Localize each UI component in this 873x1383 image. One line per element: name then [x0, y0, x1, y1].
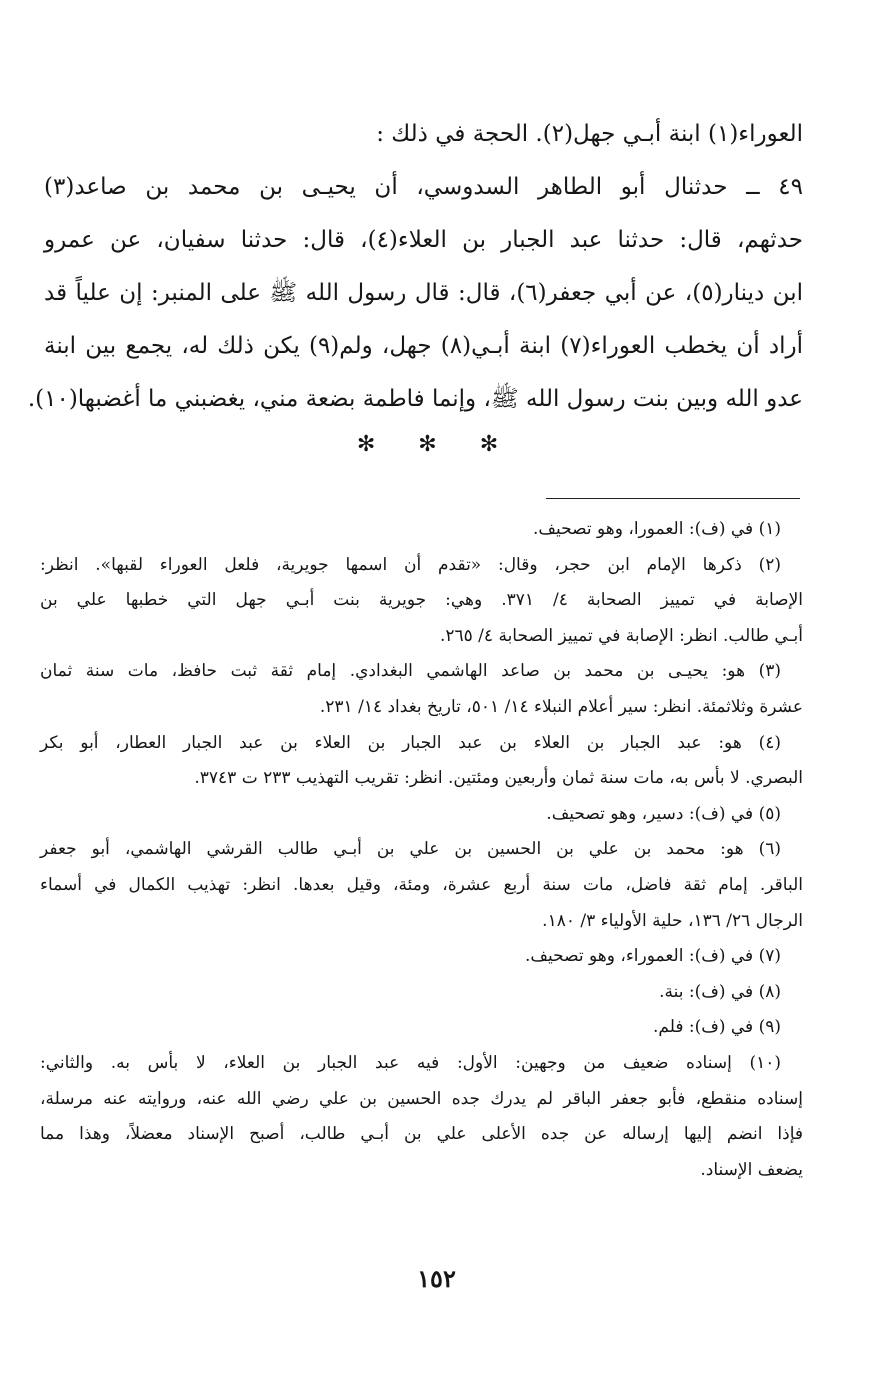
footnote-line: (٩) في (ف): فلم. — [652, 1017, 781, 1038]
footnote-line: الباقر. إمام ثقة فاضل، مات سنة أربع عشرة، ومئة، وقيل بعدها. انظر: تهذيب الكمال في أسماء — [40, 874, 803, 895]
page-number: ١٥٢ — [417, 1264, 456, 1293]
footnote-line: عشرة وثلاثمئة. انظر: سير أعلام النبلاء ١٤/ ٥٠١، تاريخ بغداد ١٤/ ٢٣١. — [319, 696, 803, 717]
main-line: العوراء(١) ابنة أبـي جهل(٢). الحجة في ذلك : — [376, 121, 803, 147]
footnote-separator-line — [546, 498, 800, 499]
footnote-line: (١) في (ف): العمورا، وهو تصحيف. — [532, 519, 781, 539]
footnote-line: (٣) هو: يحيـى بن محمد بن صاعد الهاشمي البغدادي. إمام ثقة ثبت حافظ، مات سنة ثمان — [40, 661, 781, 682]
footnote-line: الإصابة في تمييز الصحابة ٤/ ٣٧١. وهي: جويرية بنت أبـي جهل التي خطبها علي بن — [40, 590, 803, 611]
main-line: ٤٩ ــ حدثنال أبو الطاهر السدوسي، أن يحيـى بن محمد بن صاعد(٣) — [44, 174, 803, 200]
footnote-line: أبـي طالب. انظر: الإصابة في تمييز الصحابة ٤/ ٢٦٥. — [439, 625, 803, 646]
footnote-line: (٧) في (ف): العموراء، وهو تصحيف. — [524, 946, 781, 967]
main-line: ابن دينار(٥)، عن أبي جعفر(٦)، قال: قال رسول الله ﷺ على المنبر: إن علياً قد — [44, 280, 803, 306]
section-separator-stars: ✻ ✻ ✻ — [356, 432, 517, 457]
footnote-line: يضعف الإسناد. — [700, 1159, 803, 1180]
footnotes — [40, 512, 803, 1188]
footnote-line: (٤) هو: عبد الجبار بن العلاء بن عبد الجبار بن العلاء بن عبد الجبار العطار، أبو بكر — [40, 732, 781, 753]
main-text — [27, 108, 803, 426]
footnote-line: الرجال ٢٦/ ١٣٦، حلية الأولياء ٣/ ١٨٠. — [542, 910, 803, 931]
footnote-line: فإذا انضم إليها إرساله عن جده الأعلى علي بن أبـي طالب، أصبح الإسناد معضلاً، وهذا مما — [40, 1124, 803, 1145]
main-line: عدو الله وبين بنت رسول الله ﷺ، وإنما فاطمة بضعة مني، يغضبني ما أغضبها(١٠). — [27, 386, 803, 412]
footnote-line: (٦) هو: محمد بن علي بن الحسين بن علي بن أبـي طالب القرشي الهاشمي، أبو جعفر — [40, 839, 781, 860]
footnote-line: (٨) في (ف): بنة. — [659, 981, 781, 1002]
footnote-line: البصري. لا بأس به، مات سنة ثمان وأربعين ومئتين. انظر: تقريب التهذيب ٢٣٣ ت ٣٧٤٣. — [194, 768, 803, 789]
footnote-line: (٥) في (ف): دسير، وهو تصحيف. — [546, 803, 781, 824]
footnote-line: (١٠) إسناده ضعيف من وجهين: الأول: فيه عبد الجبار بن العلاء، لا بأس به. والثاني: — [40, 1052, 781, 1073]
main-line: أراد أن يخطب العوراء(٧) ابنة أبـي(٨) جهل، ولم(٩) يكن ذلك له، يجمع بين ابنة — [44, 333, 803, 359]
footnote-line: (٢) ذكرها الإمام ابن حجر، وقال: «تقدم أن اسمها جويرية، فلعل العوراء لقبها». انظر: — [40, 554, 781, 575]
main-line: حدثهم، قال: حدثنا عبد الجبار بن العلاء(٤)، قال: حدثنا سفيان، عن عمرو — [44, 227, 803, 253]
footnote-line: إسناده منقطع، فأبو جعفر الباقر لم يدرك جده الحسين بن علي رضي الله عنه، وروايته عنه مرسلة، — [40, 1088, 803, 1109]
